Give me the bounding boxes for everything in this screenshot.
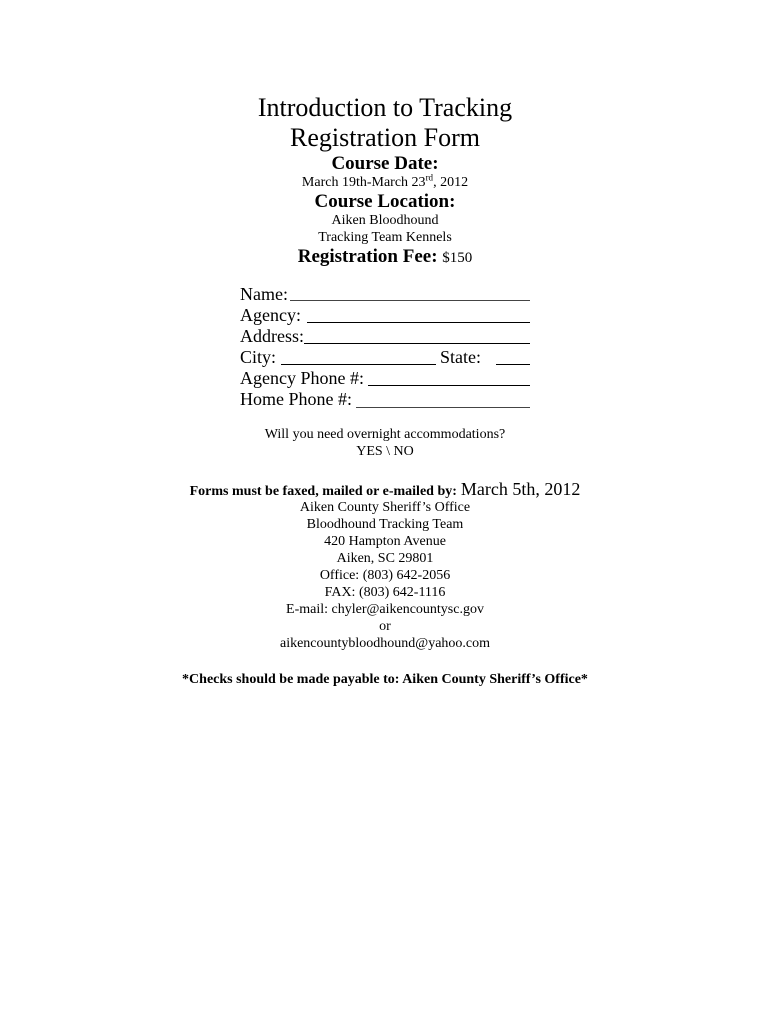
agency-phone-row xyxy=(240,368,540,389)
agency-row xyxy=(240,305,540,326)
city-state-row xyxy=(240,347,540,368)
home-phone-field[interactable] xyxy=(356,407,530,408)
agency-field[interactable] xyxy=(307,322,530,323)
address-row xyxy=(240,326,540,347)
form-title-line2: Registration Form xyxy=(290,123,480,152)
city-label: City: xyxy=(240,347,277,367)
course-location-line1: Aiken Bloodhound xyxy=(331,213,439,228)
form-title-line1: Introduction to Tracking xyxy=(257,93,513,122)
city-field[interactable] xyxy=(281,364,436,365)
checks-payable-note: *Checks should be made payable to: Aiken County Sheriff’s Office* xyxy=(182,672,588,687)
registration-fields xyxy=(240,284,540,410)
deadline-label: Forms must be faxed, mailed or e-mailed by: xyxy=(189,484,457,499)
registration-fee-value: $150 xyxy=(442,250,473,266)
deadline-date: March 5th, 2012 xyxy=(460,479,581,499)
course-date-end: , 2012 xyxy=(433,175,469,190)
course-location-line2: Tracking Team Kennels xyxy=(318,230,452,245)
agency-phone-label: Agency Phone #: xyxy=(240,368,364,388)
name-label: Name: xyxy=(240,284,288,304)
agency-label: Agency: xyxy=(240,305,301,325)
course-date-main: March 19th-March 23 xyxy=(301,175,426,190)
contact-city: Aiken, SC 29801 xyxy=(336,551,434,566)
course-date-value xyxy=(0,174,770,191)
contact-email[interactable]: E-mail: chyler@aikencountysc.gov xyxy=(286,602,484,617)
contact-email-alt[interactable]: aikencountybloodhound@yahoo.com xyxy=(279,636,491,651)
course-date-label: Course Date: xyxy=(331,153,439,174)
agency-phone-field[interactable] xyxy=(368,385,530,386)
contact-org: Aiken County Sheriff’s Office xyxy=(299,500,471,515)
contact-team: Bloodhound Tracking Team xyxy=(306,517,464,532)
name-row xyxy=(240,284,540,305)
home-phone-label: Home Phone #: xyxy=(240,389,352,409)
address-field[interactable] xyxy=(304,343,530,344)
contact-or: or xyxy=(379,619,391,634)
contact-fax: FAX: (803) 642-1116 xyxy=(324,585,446,600)
course-location-label: Course Location: xyxy=(314,191,456,212)
accommodations-options: YES \ NO xyxy=(356,444,414,459)
name-field[interactable] xyxy=(290,300,530,301)
registration-fee-label: Registration Fee: xyxy=(297,246,438,267)
contact-street: 420 Hampton Avenue xyxy=(324,534,446,549)
address-label: Address: xyxy=(240,326,304,346)
registration-fee xyxy=(0,246,770,269)
state-label: State: xyxy=(440,347,481,367)
state-field[interactable] xyxy=(496,364,530,365)
course-date-sup: rd xyxy=(425,172,434,183)
home-phone-row xyxy=(240,389,540,410)
accommodations-question: Will you need overnight accommodations? xyxy=(264,427,506,442)
contact-office-phone: Office: (803) 642-2056 xyxy=(319,568,451,583)
